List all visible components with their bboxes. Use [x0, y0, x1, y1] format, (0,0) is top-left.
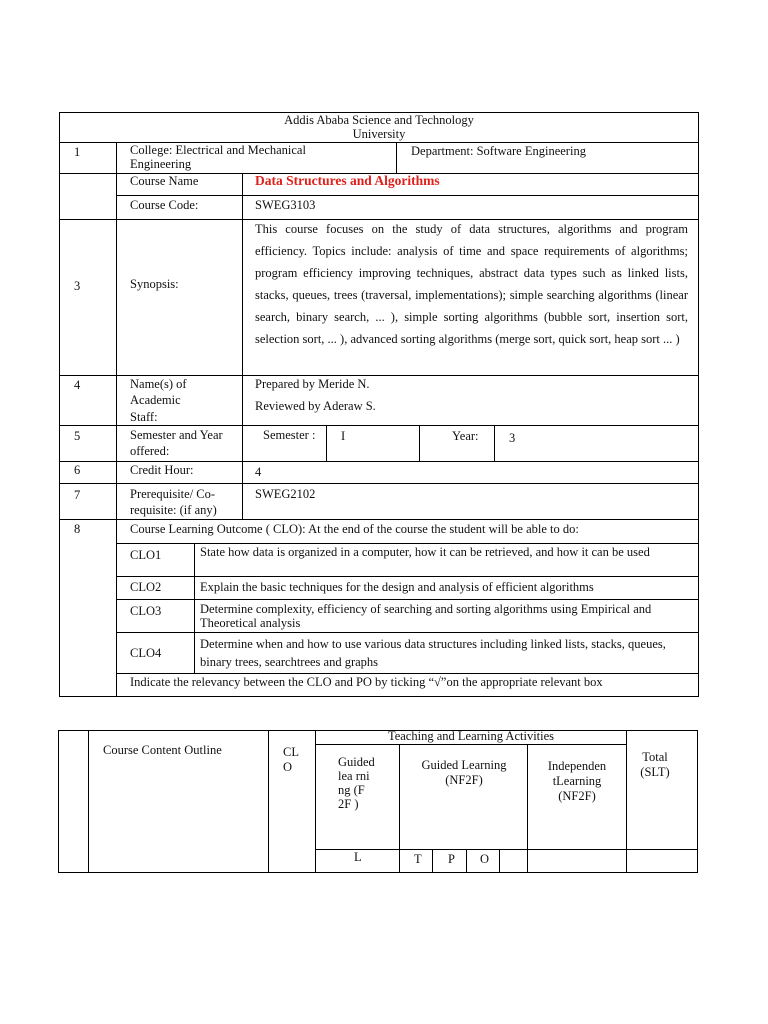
year-value: 3: [509, 431, 516, 445]
row-number-5: 5: [74, 429, 81, 443]
university-title: [60, 113, 698, 142]
course-name-label: Course Name: [130, 174, 199, 188]
row-number-3: 3: [74, 279, 81, 293]
clo-text: Explain the basic techniques for the design and analysis of efficient algorithms: [200, 580, 594, 594]
prepared-by: Prepared by Meride N.: [255, 377, 370, 391]
tutorial-subheader: T: [414, 852, 422, 866]
staff-label: Name(s) of Academic Staff:: [130, 377, 187, 424]
synopsis-text: This course focuses on the study of data structures, algorithms and program efficiency. Topics include: analysis of time and space requirements of algorithms; program efficiency improving techniques, abstract data types such as linked lists, stacks, queues, trees (traversal, implementations); simple searching algorithms (linear search, binary search, ... ), simple sorting algorithms (bubble sort, insertion sort, selection sort, ... ), advanced sorting algorithms (merge sort, quick sort, heap sort ... ): [255, 222, 688, 346]
reviewed-by: Reviewed by Aderaw S.: [255, 399, 376, 413]
practical-subheader: P: [448, 852, 455, 866]
row-number-7: 7: [74, 488, 81, 502]
clo-code: CLO1: [130, 548, 162, 562]
clo-text: Determine when and how to use various data structures including linked lists, stacks, queues, binary trees, searchtrees and graphs: [200, 637, 666, 670]
semester-value: I: [341, 429, 346, 443]
teaching-learning-activities-header: Teaching and Learning Activities: [387, 729, 555, 743]
other-subheader: O: [480, 852, 490, 866]
semester-year-label: Semester and Year offered:: [130, 428, 223, 458]
year-label: Year:: [452, 429, 479, 443]
university-title-line1: Addis Ababa Science and Technology: [284, 113, 474, 127]
prerequisite-value: SWEG2102: [255, 487, 316, 501]
course-code-value: SWEG3103: [255, 198, 316, 212]
clo-po-relevancy-note: Indicate the relevancy between the CLO and PO by ticking “√”on the appropriate relevant box: [130, 675, 603, 689]
row-number-1: 1: [74, 145, 81, 159]
synopsis-label: Synopsis:: [130, 277, 179, 291]
lecture-subheader: L: [354, 850, 362, 864]
clo-code: CLO4: [130, 646, 162, 660]
clo-text: State how data is organized in a computer, how it can be retrieved, and how it can be used: [200, 545, 650, 559]
clo-intro: Course Learning Outcome ( CLO): At the end of the course the student will be able to do:: [130, 522, 579, 536]
row-number-6: 6: [74, 463, 81, 477]
clo-text: Determine complexity, efficiency of searching and sorting algorithms using Empirical and Theoretical analysis: [200, 602, 652, 630]
college-name: College: Electrical and Mechanical Engineering: [130, 143, 306, 171]
clo-code: CLO3: [130, 604, 162, 618]
guided-nf2f-header: Guided Learning (NF2F): [421, 758, 507, 787]
guided-f2f-header: Guided lea rni ng (F 2F ): [338, 755, 375, 812]
row-number-4: 4: [74, 378, 81, 392]
course-content-outline-header: Course Content Outline: [103, 743, 222, 757]
semester-label: Semester :: [263, 428, 316, 442]
department-name: Department: Software Engineering: [411, 144, 586, 158]
credit-hour-label: Credit Hour:: [130, 463, 194, 477]
credit-hour-value: 4: [255, 465, 262, 479]
course-code-label: Course Code:: [130, 198, 199, 212]
independent-learning-header: Independen tLearning (NF2F): [547, 759, 607, 803]
course-name-value: Data Structures and Algorithms: [255, 173, 440, 188]
clo-code: CLO2: [130, 580, 162, 594]
university-title-line2: University: [352, 127, 406, 141]
total-slt-header: Total (SLT): [640, 750, 670, 779]
prerequisite-label: Prerequisite/ Co-requisite: (if any): [130, 487, 217, 518]
clo-column-header: CL O: [283, 745, 299, 774]
row-number-8: 8: [74, 522, 81, 536]
